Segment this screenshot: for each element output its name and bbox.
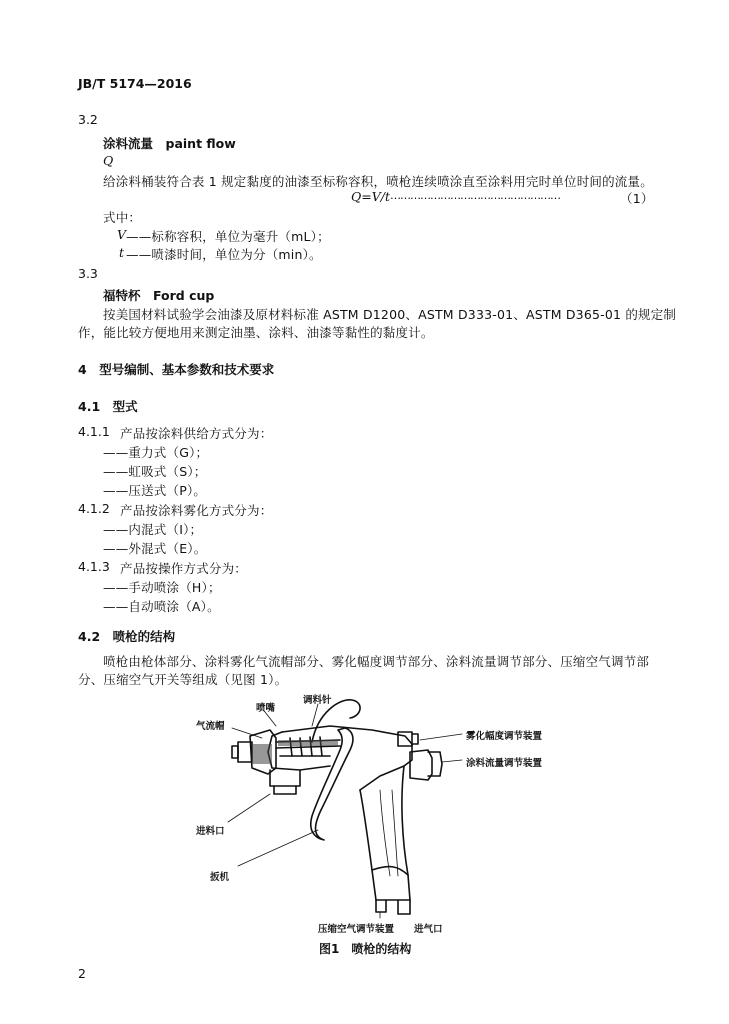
clause-text: 产品按涂料雾化方式分为：	[120, 503, 273, 518]
label-spray-width-adjuster: 雾化幅度调节装置	[466, 731, 543, 742]
where-label: 式中：	[103, 210, 142, 225]
list-item: ——压送式（P）。	[103, 483, 207, 498]
label-material-inlet: 进料口	[196, 826, 225, 837]
section-heading: 4 型号编制、基本参数和技术要求	[78, 362, 275, 377]
clause-text: 产品按涂料供给方式分为：	[120, 426, 273, 441]
clause-number: 4.1.3	[78, 559, 110, 574]
label-nozzle: 喷嘴	[256, 703, 276, 714]
term-title: 福特杯 Ford cup	[103, 288, 215, 303]
definition-text: 按美国材料试验学会油漆及原材料标准 ASTM D1200、ASTM D333-01、ASTM D365-01 的规定制	[103, 307, 677, 322]
clause-number: 3.3	[78, 266, 98, 281]
list-item: ——手动喷涂（H）；	[103, 580, 221, 595]
variable-v-description: ——标称容积，单位为毫升（mL）；	[126, 229, 330, 244]
term-symbol: Q	[103, 153, 114, 168]
definition-text: 给涂料桶装符合表 1 规定黏度的油漆至标称容积，喷枪连续喷涂直至涂料用完时单位时间的流量。	[103, 174, 653, 189]
list-item: ——虹吸式（S）；	[103, 464, 207, 479]
clause-text: 产品按操作方式分为：	[120, 561, 248, 576]
list-item: ——重力式（G）；	[103, 445, 209, 460]
label-air-cap: 气流帽	[196, 721, 225, 732]
clause-number: 3.2	[78, 112, 98, 127]
list-item: ——内混式（I）；	[103, 522, 203, 537]
spray-gun-illustration	[0, 690, 729, 930]
figure-caption: 图1 喷枪的结构	[319, 942, 412, 956]
clause-number: 4.1.2	[78, 501, 110, 516]
list-item: ——外混式（E）。	[103, 541, 207, 556]
paragraph-text: 分、压缩空气开关等组成（见图 1）。	[78, 672, 288, 687]
label-trigger: 扳机	[210, 872, 230, 883]
variable-t-description: ——喷漆时间，单位为分（min）。	[126, 247, 322, 262]
page-number: 2	[78, 966, 86, 981]
variable-v: V	[117, 227, 127, 242]
formula-leader: ……………………………………………	[390, 189, 560, 202]
paragraph-text: 喷枪由枪体部分、涂料雾化气流帽部分、雾化幅度调节部分、涂料流量调节部分、压缩空气调节部	[103, 654, 650, 669]
label-needle: 调料针	[303, 695, 332, 706]
variable-t: t	[119, 245, 125, 260]
standard-code: JB/T 5174—2016	[78, 76, 192, 91]
list-item: ——自动喷涂（A）。	[103, 599, 220, 614]
label-air-inlet: 进气口	[414, 924, 443, 935]
formula: Q=V/t	[351, 189, 390, 204]
label-air-adjuster: 压缩空气调节装置	[318, 924, 395, 935]
clause-number: 4.1.1	[78, 424, 110, 439]
term-title: 涂料流量 paint flow	[103, 136, 236, 151]
label-flow-adjuster: 涂料流量调节装置	[466, 758, 543, 769]
formula-number: （1）	[620, 191, 654, 206]
section-heading: 4.1 型式	[78, 399, 138, 414]
section-heading: 4.2 喷枪的结构	[78, 629, 176, 644]
definition-text: 作，能比较方便地用来测定油墨、涂料、油漆等黏性的黏度计。	[78, 325, 434, 340]
